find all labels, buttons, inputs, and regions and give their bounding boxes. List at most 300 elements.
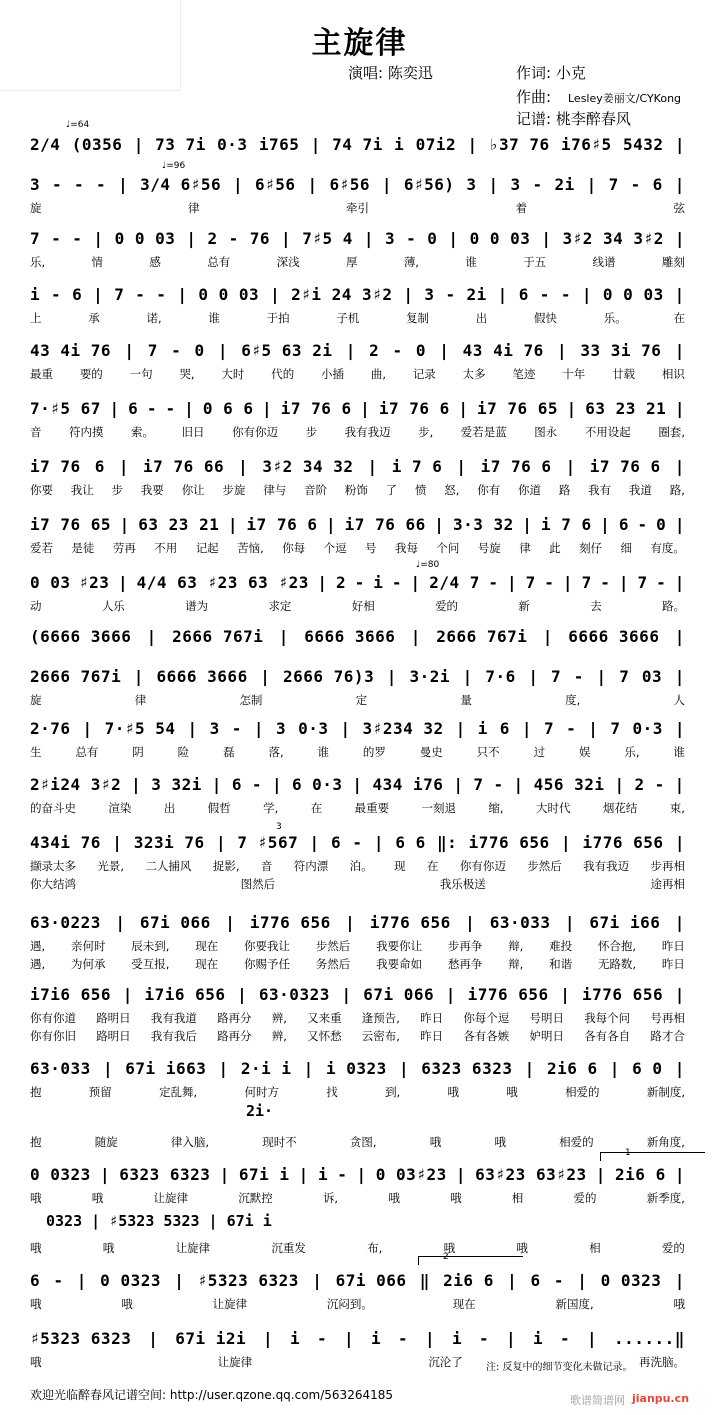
barline: | [233, 175, 244, 194]
lyrics-line [30, 482, 685, 498]
lyric-syllable: 你每 [282, 541, 306, 555]
lyric-syllable: 相 [589, 1241, 601, 1255]
barline: | [507, 1271, 518, 1290]
lyric-syllable: 云密布, [361, 1029, 400, 1043]
lyric-syllable: 辨, [271, 1011, 287, 1025]
lyric-syllable: 音 [30, 425, 42, 439]
note-group: 7 [610, 719, 621, 738]
lyric-syllable: 受互报, [131, 957, 170, 971]
note-group: - [630, 175, 641, 194]
barline: | [455, 719, 466, 738]
note-group: 6 [94, 457, 105, 476]
barline: | [455, 1165, 466, 1184]
note-group: 0·3 [298, 719, 329, 738]
lyrics-line [30, 1190, 685, 1206]
lyric-syllable: 哦 [429, 1135, 442, 1149]
notes-line [30, 508, 685, 534]
note-group: 2 [207, 229, 218, 248]
note-group: - [406, 229, 417, 248]
barline: | [674, 285, 685, 304]
note-group: 2·i i [240, 1059, 292, 1078]
barline: | [148, 1329, 159, 1348]
note-group: 43 4i 76 [30, 341, 112, 360]
barline: | [674, 627, 685, 646]
notes-line [30, 450, 685, 476]
lyric-syllable: 预留 [88, 1085, 112, 1099]
note-group: 0 0323 [30, 1165, 91, 1184]
lyric-syllable: 了 [385, 483, 398, 497]
lyric-syllable: 你有你迈 [459, 859, 506, 873]
lyric-syllable: 复制 [406, 311, 430, 325]
lyric-syllable: 小插 [321, 367, 345, 381]
barline: | [465, 913, 476, 932]
barline: | [345, 341, 356, 360]
note-group: i776 656 [468, 833, 550, 852]
lyric-syllable: 沉默控 [238, 1191, 273, 1205]
note-group: - [165, 399, 176, 418]
barline: | [237, 985, 248, 1004]
lyric-syllable: 假哲 [207, 801, 231, 815]
lyric-syllable: 你让 [181, 483, 205, 497]
note-group: 0 03♯23 [375, 1165, 447, 1184]
lyric-syllable: 相 [511, 1191, 524, 1205]
lyric-syllable: 符内摸 [69, 425, 104, 439]
lyric-syllable: 哦 [30, 1355, 42, 1369]
note-group: - [532, 175, 543, 194]
song-title: 主旋律 [311, 26, 408, 61]
barline: | [187, 719, 198, 738]
lyric-syllable: 你要我让 [244, 939, 290, 953]
lyric-syllable: 厚 [345, 255, 358, 269]
lyric-syllable: 最重 [30, 367, 53, 381]
lyric-syllable: 诺, [146, 311, 162, 325]
note-group: 0 0323 [600, 1271, 662, 1290]
visit-banner: 欢迎光临醉春风记谱空间: http://user.qzone.qq.com/563264185 [30, 1388, 394, 1402]
lyric-syllable: 一刻退 [421, 801, 456, 815]
note-group: 7·♯5 54 [104, 719, 176, 738]
notes-line [30, 128, 685, 154]
note-group: 0·3 [312, 775, 343, 794]
lyric-syllable: 妒明日 [529, 1029, 564, 1043]
lyric-syllable: 让旋律 [212, 1297, 248, 1311]
note-group: 2666 76)3 [283, 667, 375, 686]
lyric-syllable: 曼史 [419, 745, 443, 759]
note-group: - [51, 285, 62, 304]
lyric-syllable: 过 [533, 745, 546, 759]
barline: | [488, 175, 499, 194]
note-group: - [573, 667, 584, 686]
barline: | [381, 175, 392, 194]
note-group: 63·033 [30, 1059, 91, 1078]
note-group: - [74, 175, 85, 194]
lyric-syllable: 劳再 [112, 541, 136, 555]
lyric-syllable: 哦 [30, 1297, 42, 1311]
note-group: 3 [275, 719, 287, 738]
lyric-syllable: 我每个问 [584, 1011, 631, 1025]
barline: | [215, 833, 227, 852]
note-group: - [539, 285, 550, 304]
lyric-syllable: 承 [88, 311, 100, 325]
lyric-syllable: 和谐 [549, 957, 573, 971]
note-group: i776 656 [582, 985, 664, 1004]
lyrics-line [30, 598, 685, 614]
barline: | [674, 135, 685, 154]
lyric-syllable: 辩, [508, 957, 524, 971]
lyric-syllable: 旋 [30, 201, 42, 215]
barline: | [312, 1271, 323, 1290]
barline: | [217, 341, 229, 360]
barline: | [345, 913, 356, 932]
note-group: 63·0223 [30, 913, 101, 932]
note-group: 6 [72, 285, 83, 304]
lyric-syllable: 乐, [30, 255, 46, 269]
lyric-syllable: 弦 [673, 201, 685, 215]
volta-bracket: 2 [418, 1256, 523, 1265]
lyric-syllable: 雕刻 [661, 255, 685, 269]
barline: | [524, 1059, 535, 1078]
barline: | [119, 515, 130, 534]
note-group: 6666 3666 [304, 627, 396, 646]
lyric-syllable: 布, [367, 1241, 383, 1255]
barline: | [586, 175, 597, 194]
lyrics-line [30, 1010, 685, 1026]
note-group: ......‖ [613, 1329, 685, 1348]
notes-line [30, 566, 685, 592]
lyric-syllable: 相识 [661, 367, 685, 381]
note-group: 0 0 03 [602, 285, 664, 304]
note-group: 76 [249, 229, 271, 248]
lyric-syllable: 乐, [624, 745, 640, 759]
barline: | [674, 985, 685, 1004]
footer-note: 注: 反复中的细节变化未做记录。 [486, 1362, 633, 1373]
note-group: - [553, 1271, 564, 1290]
note-group: 3/4 6♯56 [140, 175, 222, 194]
lyric-syllable: 不用设起 [584, 425, 631, 439]
lyric-syllable: 只不 [476, 745, 500, 759]
barline: | [211, 775, 222, 794]
barline: | [398, 1059, 410, 1078]
note-group: 5432 [622, 135, 664, 154]
lyric-syllable: 缩, [488, 801, 504, 815]
barline: | [674, 175, 685, 194]
notes-line [30, 1158, 685, 1184]
lyric-syllable: 深浅 [276, 255, 300, 269]
lyric-syllable: 你每个逗 [463, 1011, 510, 1025]
lyric-syllable: 谁 [208, 311, 220, 325]
barline: | [117, 573, 129, 592]
note-group: i7 76 6 [480, 457, 552, 476]
lyric-syllable: 让旋律 [217, 1355, 253, 1369]
lyric-syllable: 各有各嫉 [463, 1029, 510, 1043]
barline: | [618, 573, 629, 592]
note-group: 2i [554, 175, 575, 194]
note-group: 63♯23 63♯23 [475, 1165, 587, 1184]
lyric-syllable: 务然后 [315, 957, 351, 971]
note-group: 3♯234 32 [362, 719, 444, 738]
note-group: 0·3 [632, 719, 663, 738]
lyric-syllable: 怎制 [239, 693, 263, 707]
note-group: - [478, 1329, 490, 1348]
barline: | [566, 399, 577, 418]
barline: | [309, 833, 320, 852]
lyric-syllable: 要的 [79, 367, 103, 381]
note-group: i [394, 135, 405, 154]
notes-line [30, 334, 685, 360]
barline: | [238, 457, 249, 476]
lyric-syllable: 让旋律 [175, 1241, 211, 1255]
barline: | [360, 399, 371, 418]
lyric-syllable: 感 [149, 255, 161, 269]
lyric-syllable: 学, [263, 801, 279, 815]
note-group: - [228, 229, 239, 248]
barline: | [439, 341, 450, 360]
barline: | [310, 135, 321, 154]
note-group: 7 [473, 775, 484, 794]
note-group: ♭37 76 [488, 135, 550, 154]
lyric-syllable: 图然后 [240, 877, 276, 891]
note-group: i76♯5 [561, 135, 612, 154]
notes-line [30, 278, 685, 304]
lyric-syllable: 泊。 [349, 859, 373, 873]
barline: | [260, 667, 271, 686]
lyric-syllable: 沉沦了 [428, 1355, 463, 1369]
note-group: 3 [30, 175, 41, 194]
triplet-mark: 3 [276, 822, 282, 832]
note-group: 67i i663 [125, 1059, 207, 1078]
lyric-syllable: 爱的 [573, 1191, 597, 1205]
lyric-syllable: 何时方 [244, 1085, 279, 1099]
lyric-syllable: 哦 [673, 1297, 685, 1311]
lyric-syllable: 亲何时 [70, 939, 106, 953]
lyric-syllable: 最重要 [354, 801, 390, 815]
barline: | [352, 775, 363, 794]
note-group: i7 76 6 [378, 399, 450, 418]
lyric-syllable: 步 [305, 425, 318, 439]
barline: | [434, 515, 445, 534]
lyric-syllable: 爱的 [661, 1241, 685, 1255]
lyric-syllable: 图永 [534, 425, 558, 439]
barline: | [448, 229, 459, 248]
note-group: 6 [530, 1271, 541, 1290]
lyric-syllable: 度, [565, 693, 581, 707]
note-group: 67i i66 [589, 913, 661, 932]
lyric-syllable: 苦恼, [237, 541, 264, 555]
note-group: ♯23 [79, 573, 110, 592]
note-group: 7 [147, 341, 158, 360]
alt-lyrics-line [30, 1240, 685, 1256]
barline: | [99, 1165, 111, 1184]
lyric-syllable: 怀合抱, [597, 939, 637, 953]
note-group: 63 23 21 [585, 399, 667, 418]
barline: | [102, 1059, 114, 1078]
lyric-syllable: 太多 [462, 367, 486, 381]
lyric-syllable: 我有 [588, 483, 612, 497]
barline: | [341, 985, 352, 1004]
lyrics-line [30, 858, 685, 874]
lyric-syllable: 辨, [271, 1029, 287, 1043]
lyrics-line [30, 938, 685, 954]
lyric-syllable: 光景, [97, 859, 125, 873]
lyrics-line [30, 200, 685, 216]
note-group: 0 [427, 229, 438, 248]
alt-lyrics-line [30, 956, 685, 972]
barline: | [467, 135, 478, 154]
barline: | [410, 573, 421, 592]
barline: | [674, 399, 685, 418]
barline: | [363, 229, 374, 248]
barline: | [522, 515, 533, 534]
barline: | [674, 341, 685, 360]
lyric-syllable: 不用 [154, 541, 178, 555]
note-group: i776 656 [369, 913, 451, 932]
note-group: - [316, 1329, 328, 1348]
barline: | [556, 341, 568, 360]
lyric-syllable: 遇, [30, 939, 46, 953]
barline: | [505, 1329, 517, 1348]
lyric-syllable: 有度。 [650, 541, 685, 555]
lyric-syllable: 路再分 [217, 1011, 252, 1025]
note-group: 6 [518, 285, 529, 304]
lyric-syllable: 我有我道 [150, 1011, 197, 1025]
note-group: - [397, 1329, 409, 1348]
note-group: 2666 767i [30, 667, 122, 686]
lyric-syllable: 现 [394, 859, 406, 873]
note-group: 7 [525, 573, 536, 592]
note-group: - [637, 515, 648, 534]
lyric-syllable: 无路数, [597, 957, 637, 971]
note-group: i7 76 66 [143, 457, 225, 476]
notation-credit: 记谱: 桃李醉春风 [516, 110, 631, 128]
barline: | [562, 573, 574, 592]
lyric-syllable: 总有 [207, 255, 231, 269]
note-group: 7♯5 4 [302, 229, 353, 248]
lyric-syllable: 十年 [562, 367, 586, 381]
note-group: i 0323 [325, 1059, 387, 1078]
lyrics-line [30, 1084, 685, 1100]
note-group: - [600, 573, 611, 592]
singer-credit: 演唱: 陈奕迅 [348, 64, 433, 82]
note-group: i7 76 65 [30, 515, 112, 534]
barline: | [270, 285, 281, 304]
lyric-syllable: 你有 [477, 483, 501, 497]
lyric-syllable: 哦 [30, 1191, 42, 1205]
barline: | [386, 667, 397, 686]
note-group: i [451, 1329, 463, 1348]
lyric-syllable: 哭, [179, 367, 195, 381]
note-group: 6♯5 63 2i [241, 341, 333, 360]
note-group: 456 32i [533, 775, 605, 794]
lyric-syllable: 落, [268, 745, 284, 759]
barline: | [564, 913, 576, 932]
notes-line [30, 620, 685, 646]
lyric-syllable: 量 [460, 693, 472, 707]
note-group: - [493, 775, 504, 794]
lyric-syllable: 人 [673, 693, 685, 707]
note-group: 3·2i [409, 667, 451, 686]
lyricist-credit: 作词: 小克 [516, 64, 586, 82]
note-group: 3·3 32 [452, 515, 514, 534]
lyric-syllable: 律与 [263, 483, 287, 497]
lyric-syllable: 让旋律 [153, 1191, 188, 1205]
lyric-syllable: 在 [310, 801, 323, 815]
lyric-syllable: 贪图, [349, 1135, 377, 1149]
note-group: - [560, 285, 571, 304]
barline: | [581, 285, 592, 304]
note-group: 3 [385, 229, 396, 248]
lyric-syllable: 爱若 [30, 541, 53, 555]
barline: | [356, 1165, 367, 1184]
note-group: 6 [618, 515, 629, 534]
lyric-syllable: 为何承 [70, 957, 106, 971]
note-group: 3 [466, 175, 477, 194]
note-group: 6♯56 [255, 175, 296, 194]
note-group: (0356 [71, 135, 123, 154]
lyric-syllable: 我每 [394, 541, 418, 555]
note-group: - [96, 175, 107, 194]
lyrics-line [30, 800, 685, 816]
barline: | [146, 627, 157, 646]
lyric-syllable: 昨日 [420, 1029, 444, 1043]
lyric-syllable: 抱 [30, 1085, 42, 1099]
lyric-syllable: 新角度, [646, 1135, 685, 1149]
lyric-syllable: 步 [111, 483, 124, 497]
lyric-syllable: 撷录太多 [30, 859, 76, 873]
note-group: 0·3 [217, 135, 248, 154]
note-group: - [656, 573, 667, 592]
lyric-syllable: 我有我迈 [344, 425, 391, 439]
lyric-syllable: 我有我迈 [583, 859, 630, 873]
note-group: 67i i [238, 1165, 290, 1184]
barline: | [453, 775, 464, 794]
note-group: - [391, 573, 403, 592]
note-group: i [30, 285, 41, 304]
note-group: 2i [466, 285, 487, 304]
lyric-syllable: 沉重发 [271, 1241, 306, 1255]
note-group: 6 [292, 775, 303, 794]
alt-lyrics-line [30, 876, 685, 892]
lyric-syllable: 大时代 [535, 801, 571, 815]
tempo-mark-3: ♩=80 [416, 560, 440, 570]
lyric-syllable: 律 [188, 201, 200, 215]
note-group: 6323 6323 [421, 1059, 513, 1078]
barline: | [122, 985, 133, 1004]
note-group: - [51, 229, 62, 248]
barline: | [225, 913, 236, 932]
note-group: - [53, 1271, 64, 1290]
barline: | [131, 775, 142, 794]
note-group: 2 [335, 573, 347, 592]
barline: | [542, 627, 553, 646]
barline: | [674, 573, 685, 592]
tempo-mark-2: ♩=96 [162, 161, 186, 171]
note-group: 7 [619, 667, 630, 686]
note-group: 7 [544, 719, 555, 738]
lyric-syllable: 现在 [452, 1297, 476, 1311]
note-group: 03 [641, 667, 663, 686]
lyric-syllable: 音 [260, 859, 273, 873]
lyric-syllable: 索。 [131, 425, 155, 439]
note-group: 43 4i 76 [462, 341, 544, 360]
lyric-syllable: 捉影, [212, 859, 240, 873]
notes-line [30, 222, 685, 248]
lyric-syllable: 薄, [403, 255, 419, 269]
lyric-syllable: 步旋 [222, 483, 246, 497]
barline: | [307, 175, 318, 194]
lyric-syllable: 出 [163, 801, 176, 815]
note-group: - [52, 175, 63, 194]
lyric-syllable: 号再相 [650, 1011, 685, 1025]
note-group: 3 [510, 175, 521, 194]
